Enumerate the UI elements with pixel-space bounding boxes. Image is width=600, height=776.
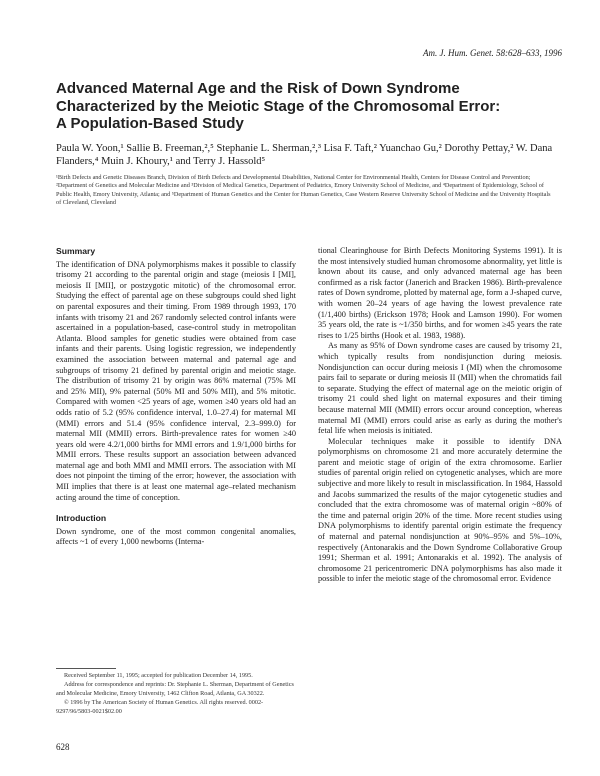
body-paragraph: tional Clearinghouse for Birth Defects Monitoring Systems 1991). It is the most intensively studied human chromosome abnormality, yet little is known about its cause, and only advanced maternal age has been confirmed as a risk factor (Janerich and Bracken 1986). Birth-prevalence rates of Down syndrome, plotted by maternal age, form a J-shaped curve, with women 20–24 years of age having the lowest prevalence rate (1/1,400 births) (Erickson 1978; Hook and Lamson 1990). For women 35 years old, the rate is ~1/350 births, and for women ≥45 years the rate rises to 1/25 births (Hook et al. 1983, 1988). bbox=[318, 246, 562, 340]
right-column bbox=[318, 246, 562, 585]
footnotes bbox=[56, 668, 296, 717]
title-line-3: A Population-Based Study bbox=[56, 115, 244, 132]
left-column bbox=[56, 246, 296, 548]
footnote-rule bbox=[56, 668, 116, 669]
summary-text: The identification of DNA polymorphisms makes it possible to classify trisomy 21 according to the parental origin and stage (meiosis I [MI], meiosis II [MII], or postzygotic mitotic) of the chromosomal error. Studying the effect of parental age on these subgroups could shed light on parental exposures and their timing. From 1989 through 1993, 170 infants with trisomy 21 and 267 randomly selected control infants were ascertained in a population-based, case-control study in metropolitan Atlanta. Blood samples for genetic studies were obtained from case infants and their parents. Using logistic regression, we independently examined the association between maternal and paternal age and subgroups of trisomy 21 defined by parental origin and meiotic stage. The distribution of trisomy 21 by origin was 86% maternal (75% MI and 25% MII), 9% paternal (50% MI and 50% MII), and 5% mitotic. Compared with women <25 years of age, women ≥40 years old had an odds ratio of 5.2 (95% confidence interval, 1.0–27.4) for maternal MI (MMI) errors and 51.4 (95% confidence interval, 2.3–999.0) for maternal MII (MMII) errors. Birth-prevalence rates for women ≥40 years old were 4.2/1,000 births for MMI errors and 1.9/1,000 births for MMII errors. These results support an association between advanced maternal age and both MMI and MMII errors. The association with MI does not pinpoint the timing of the error; however, the association with MII implies that there is at least one maternal age–related mechanism acting around the time of conception. bbox=[56, 259, 296, 502]
introduction-heading: Introduction bbox=[56, 513, 107, 524]
footnote-received: Received September 11, 1995; accepted for publication December 14, 1995. bbox=[64, 672, 253, 679]
affiliations: ¹Birth Defects and Genetic Diseases Branch, Division of Birth Defects and Developmental Disabilities, National Center for Environmental Health, Centers for Disease Control and Prevention; ²Department of Genetics and Molecular Medicine and ³Division of Medical Genetics, Department of Pediatrics, Emory University School of Medicine, and ⁴Department of Epidemiology, School of Public Health, Emory University, Atlanta; and ⁵Department of Human Genetics and the Center for Human Genetics, Case Western Reserve University School of Medicine and the University Hospitals of Cleveland, Cleveland bbox=[56, 174, 551, 206]
author-list: Paula W. Yoon,¹ Sallie B. Freeman,²,⁵ Stephanie L. Sherman,²,³ Lisa F. Taft,² Yuanchao Gu,² Dorothy Pettay,² W. Dana Flanders,⁴ Muin J. Khoury,¹ and Terry J. Hassold⁵ bbox=[56, 143, 553, 167]
body-paragraph: As many as 95% of Down syndrome cases are caused by trisomy 21, which typically results from nondisjunction during meiosis. Nondisjunction can occur during meiosis I (MI) when the chromosome pairs fail to separate or during meiosis II (MII) when the chromatids fail to separate. Studying the effect of maternal age on the meiotic origin of trisomy 21 could shed light on maternal exposures and their timing because maternal MII (MMII) errors occur around conception, whereas maternal MI (MMI) errors could arise as early as during the mother's fetal life when meiosis is initiated. bbox=[318, 341, 562, 436]
footnote-correspondence: Address for correspondence and reprints: Dr. Stephanie L. Sherman, Department of Genetics and Molecular Medicine, Emory University, 1462 Clifton Road, Atlanta, GA 30322. bbox=[56, 681, 294, 697]
title-line-2: Characterized by the Meiotic Stage of the Chromosomal Error: bbox=[56, 97, 501, 115]
title-line-1: Advanced Maternal Age and the Risk of Down Syndrome bbox=[56, 80, 460, 97]
footnote-copyright: © 1996 by The American Society of Human Genetics. All rights reserved. 0002-9297/96/5803-0021$02.00 bbox=[56, 699, 264, 715]
body-paragraph: Molecular techniques make it possible to identify DNA polymorphisms on chromosome 21 and more accurately determine the parent and meiotic stage of origin of the extra chromosome. Earlier studies of parental origin relied on cytogenetic analyses, which are more subjective and more likely to result in misclassification. In 1984, Hassold and Jacobs summarized the results of the major cytogenetic studies and concluded that the extra chromosome was of maternal origin ~80% of the time and paternal origin 20% of the time. More recent studies using DNA polymorphisms to identify parental origin estimate the frequency of maternal and paternal nondisjunction at 90%–95% and 5%–10%, respectively (Antonarakis and the Down Syndrome Collaborative Group 1991; Sherman et al. 1991; Antonarakis et al. 1992). The analysis of chromosome 21 pericentromeric DNA polymorphisms has also made it possible to infer the meiotic stage of the chromosomal error. Evidence bbox=[318, 436, 562, 584]
article-title bbox=[56, 80, 556, 133]
introduction-text: Down syndrome, one of the most common congenital anomalies, affects ~1 of every 1,000 newborns (Interna- bbox=[56, 526, 296, 547]
journal-citation: Am. J. Hum. Genet. 58:628–633, 1996 bbox=[423, 48, 562, 58]
page-number: 628 bbox=[56, 742, 70, 752]
summary-heading: Summary bbox=[56, 246, 96, 256]
